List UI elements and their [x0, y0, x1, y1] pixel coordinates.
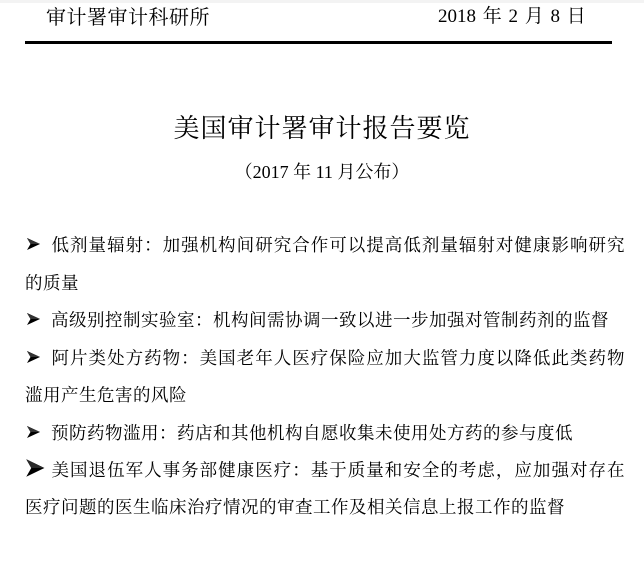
- document-title: 美国审计署审计报告要览: [173, 114, 471, 144]
- header-date: 2018 年 2 月 8 日: [438, 6, 586, 27]
- bullet-item-high-containment-labs: [25, 303, 625, 341]
- bullet-item-drug-abuse-prevention: [25, 416, 625, 454]
- bullet-item-opioid-prescriptions: [25, 341, 625, 416]
- document-subtitle: （2017 年 11 月公布）: [234, 162, 410, 182]
- arrow-bullet-icon: [25, 424, 41, 440]
- top-edge-strip: [0, 0, 644, 3]
- header-divider: [25, 41, 612, 44]
- bullet-item-va-health-care: [25, 453, 625, 527]
- bullet-text: 低剂量辐射：加强机构间研究合作可以提高低剂量辐射对健康影响研究的质量: [25, 236, 625, 294]
- arrow-bullet-icon: [25, 458, 45, 478]
- arrow-bullet-icon: [25, 311, 41, 327]
- bullet-text: 预防药物滥用：药店和其他机构自愿收集未使用处方药的参与度低: [51, 423, 573, 444]
- bullet-text: 高级别控制实验室：机构间需协调一致以进一步加强对管制药剂的监督: [51, 311, 609, 331]
- bullet-item-low-dose-radiation: [25, 228, 625, 303]
- arrow-bullet-icon: [25, 236, 41, 252]
- report-bullet-list: [25, 228, 625, 527]
- bullet-text: 阿片类处方药物：美国老年人医疗保险应加大监管力度以降低此类药物滥用产生危害的风险: [25, 348, 625, 406]
- bullet-text: 美国退伍军人事务部健康医疗：基于质量和安全的考虑，应加强对存在医疗问题的医生临床治疗情况的审查工作及相关信息上报工作的监督: [25, 461, 625, 518]
- header-organization: 审计署审计科研所: [46, 5, 210, 29]
- arrow-bullet-icon: [25, 349, 41, 365]
